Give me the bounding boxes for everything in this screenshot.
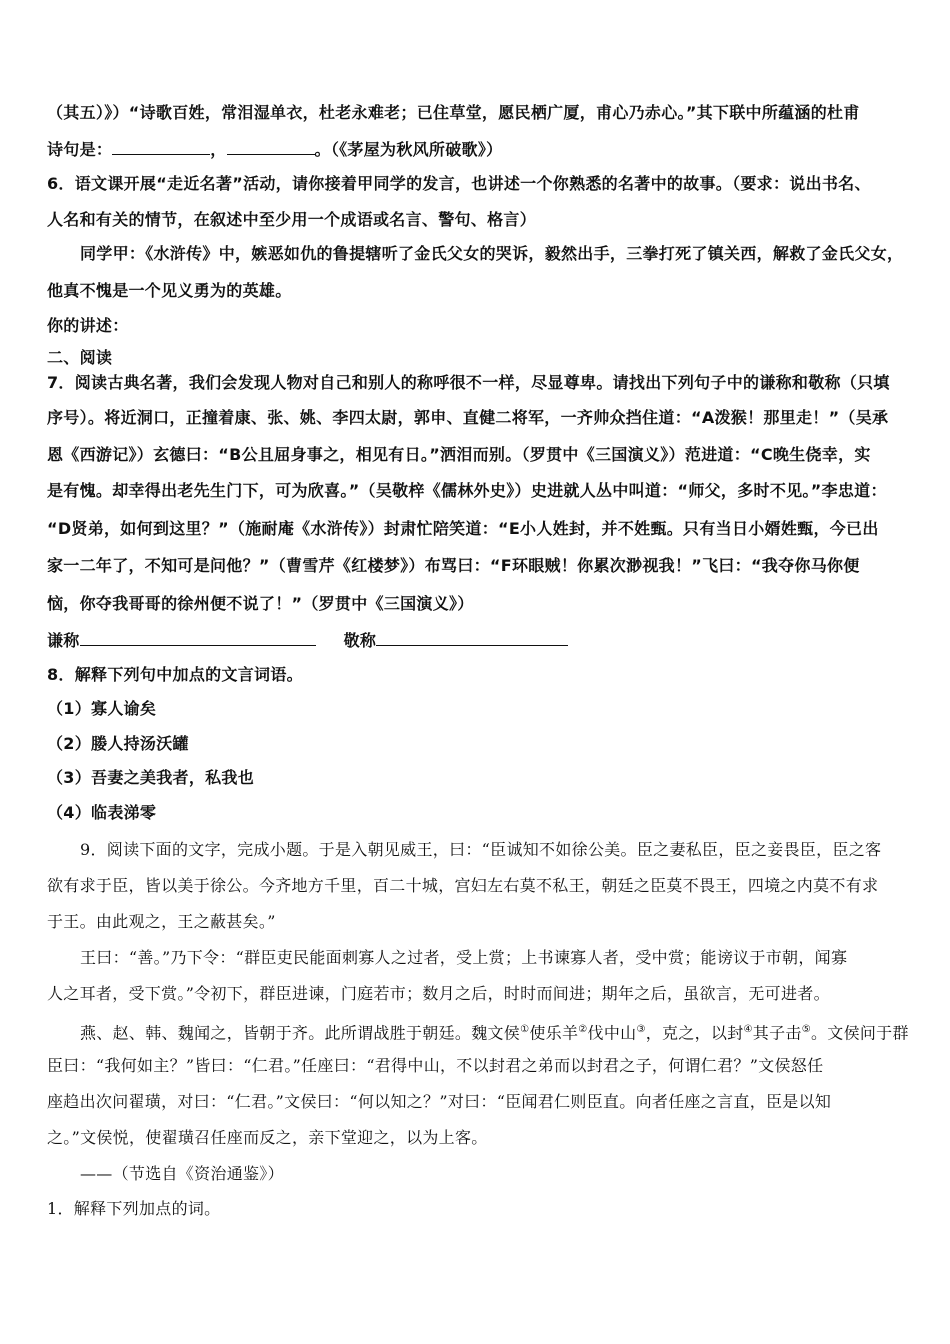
- q9-para1-line3: 于王。由此观之，王之蔽甚矣。”: [47, 912, 276, 931]
- q6-line-1: 6．语文课开展“走近名著”活动，请你接着甲同学的发言，也讲述一个你熟悉的名著中的故事。（要求：说出书名、: [47, 174, 871, 193]
- answer-blank-2[interactable]: [227, 138, 315, 155]
- q7-line-5: “D贤弟，如何到这里？”（施耐庵《水浒传》）封肃忙陪笑道：“E小人姓封，并不姓甄。只有当日小婿姓甄，今已出: [47, 519, 879, 538]
- q9-para3-line4: 之。”文侯悦，使翟璜召任座而反之，亲下堂迎之，以为上客。: [47, 1128, 488, 1147]
- q7-line-1: 7．阅读古典名著，我们会发现人物对自己和别人的称呼很不一样，尽显尊卑。请找出下列句子中的谦称和敬称（只填: [47, 373, 890, 392]
- q7-line-2: 序号）。将近洞口，正撞着康、张、姚、李四太尉，郭申、直健二将军，一齐帅众挡住道：“A泼猴！那里走！”（吴承: [47, 408, 889, 427]
- q6-line-2: 人名和有关的情节，在叙述中至少用一个成语或名言、警句、格言）: [47, 210, 537, 229]
- q7-answer-line: [47, 629, 917, 652]
- q5-prefix: 诗句是：: [47, 140, 113, 159]
- q9-subquestion-1: 1．解释下列加点的词。: [47, 1199, 221, 1218]
- footnote-mark-5: ⑤: [801, 1024, 811, 1035]
- answer-blank-1[interactable]: [112, 138, 210, 155]
- footnote-mark-3: ③: [636, 1024, 646, 1035]
- q9-para3-line1: [80, 1019, 920, 1044]
- q9-para3-line2: 臣曰：“我何如主？”皆曰：“仁君。”任座曰：“君得中山，不以封君之弟而以封君之子，何谓仁君？”文侯怒任: [47, 1056, 824, 1075]
- q7-line-3: 恩《西游记》）玄德曰：“B公且屈身事之，相见有日。”洒泪而别。（罗贯中《三国演义》）范进道：“C晚生侥幸，实: [47, 445, 871, 464]
- q5-suffix: 。（《茅屋为秋风所破歌》）: [314, 140, 503, 159]
- q8-item-3: （3）吾妻之美我者，私我也: [47, 768, 255, 787]
- q5-line-1: （其五）》）“诗歌百姓，常泪湿单衣，杜老永难老；已住草堂，愿民栖广厦，甫心乃赤心。”其下联中所蕴涵的杜甫: [47, 103, 860, 122]
- humble-label: 谦称: [47, 631, 80, 650]
- q6-example-2: 他真不愧是一个见义勇为的英雄。: [47, 281, 292, 300]
- q9-para3-seg-f: 。文侯问于群: [810, 1023, 909, 1043]
- q9-para1-line1: 9．阅读下面的文字，完成小题。于是入朝见威王，曰：“臣诚知不如徐公美。臣之妻私臣，臣之妾畏臣，臣之客: [80, 840, 882, 859]
- honor-label: 敬称: [343, 631, 377, 650]
- q7-line-7: 恼，你夺我哥哥的徐州便不说了！”（罗贯中《三国演义》）: [47, 594, 474, 613]
- footnote-mark-4: ④: [743, 1024, 753, 1035]
- q9-para3-line3: 座趋出次问翟璜，对曰：“仁君。”文侯曰：“何以知之？”对曰：“臣闻君仁则臣直。向者任座之言直，臣是以知: [47, 1092, 832, 1111]
- section-title-reading: 二、阅读: [47, 348, 113, 367]
- q6-answer-label: 你的讲述：: [47, 316, 129, 335]
- honor-answer-blank[interactable]: [376, 629, 568, 646]
- footnote-mark-2: ②: [578, 1024, 588, 1035]
- q8-item-2: （2）媵人持汤沃罐: [47, 734, 189, 753]
- q9-para1-line2: 欲有求于臣，皆以美于徐公。今齐地方千里，百二十城，宫妇左右莫不私王，朝廷之臣莫不畏王，四境之内莫不有求: [47, 876, 879, 895]
- q9-para3-seg-c: 伐中山: [587, 1023, 637, 1043]
- q8-item-4: （4）临表涕零: [47, 803, 157, 822]
- q9-para2-line1: 王曰：“善。”乃下令：“群臣吏民能面刺寡人之过者，受上赏；上书谏寡人者，受中赏；能谤议于市朝，闻寡: [80, 948, 848, 967]
- q9-para3-seg-a: 燕、赵、韩、魏闻之，皆朝于齐。此所谓战胜于朝廷。魏文侯: [80, 1023, 521, 1043]
- humble-answer-blank[interactable]: [80, 629, 316, 646]
- q9-para3-seg-e: 其子击: [752, 1023, 802, 1043]
- q9-para2-line2: 人之耳者，受下赏。”令初下，群臣进谏，门庭若市；数月之后，时时而间进；期年之后，虽欲言，无可进者。: [47, 984, 830, 1003]
- q5-line-2: [47, 138, 917, 161]
- q7-line-6: 家一二年了，不知可是问他？”（曹雪芹《红楼梦》）布骂曰：“F环眼贼！你累次渺视我！”飞曰：“我夺你马你便: [47, 556, 860, 575]
- q9-para3-seg-d: ，克之，以封: [645, 1023, 744, 1043]
- q6-example-1: 同学甲：《水浒传》中，嫉恶如仇的鲁提辖听了金氏父女的哭诉，毅然出手，三拳打死了镇关西，解救了金氏父女，: [80, 244, 904, 263]
- q8-title: 8．解释下列句中加点的文言词语。: [47, 665, 303, 684]
- q9-para3-seg-b: 使乐羊: [529, 1023, 579, 1043]
- q7-line-4: 是有愧。却幸得出老先生门下，可为欣喜。”（吴敬梓《儒林外史》）史进就人丛中叫道：“师父，多时不见。”李忠道：: [47, 481, 887, 500]
- footnote-mark-1: ①: [520, 1024, 530, 1035]
- q8-item-1: （1）寡人谕矣: [47, 699, 157, 718]
- q5-sep: ，: [210, 140, 227, 159]
- q9-source: ——（节选自《资治通鉴》）: [80, 1164, 284, 1183]
